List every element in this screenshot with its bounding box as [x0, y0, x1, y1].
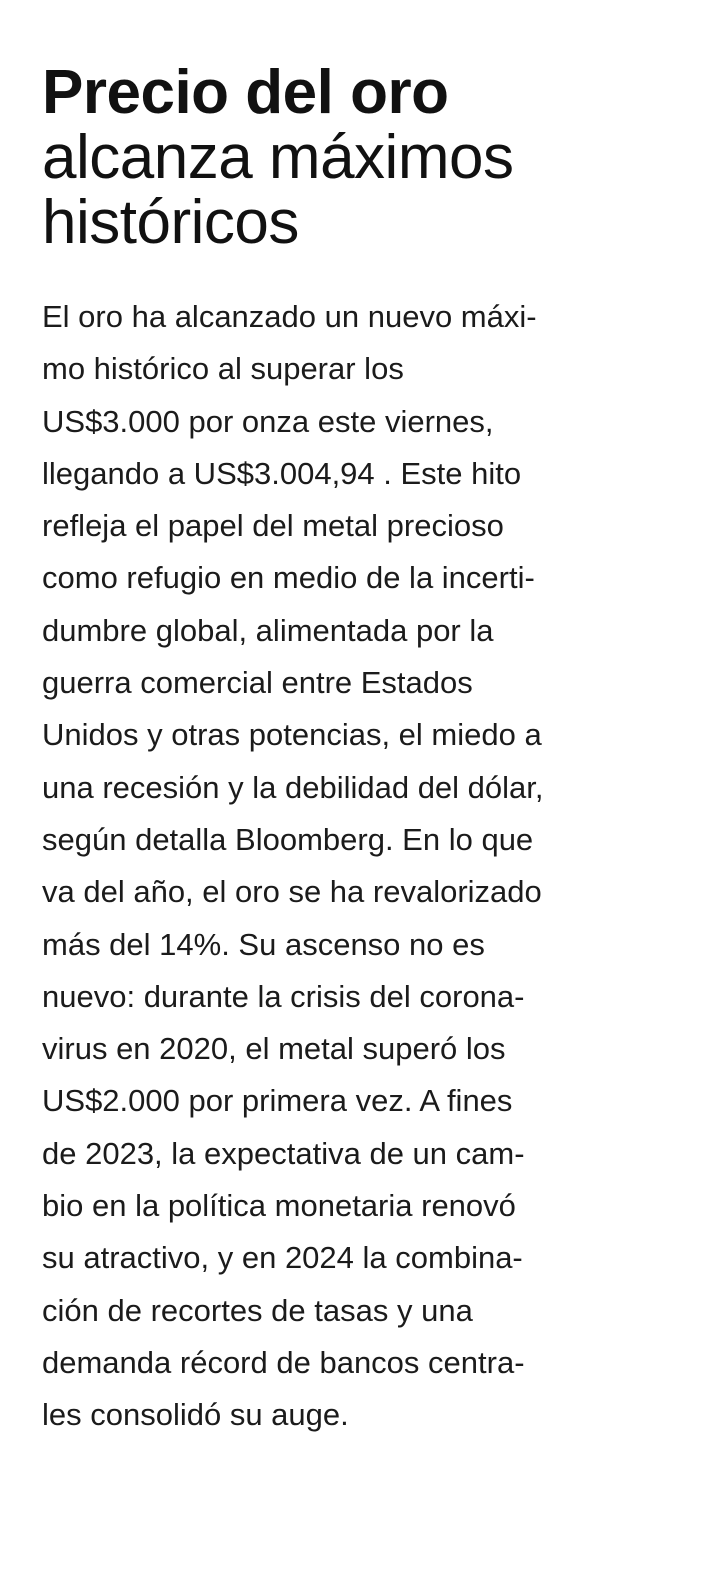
- body-line: más del 14%. Su ascenso no es: [42, 926, 485, 962]
- body-line: su atractivo, y en 2024 la combina-: [42, 1240, 523, 1276]
- headline-line: históricos: [42, 188, 299, 257]
- news-article: [42, 60, 682, 1442]
- body-line: va del año, el oro se ha revalorizado: [42, 874, 542, 910]
- body-line: llegando a US$3.004,94 . Este hito: [42, 455, 522, 491]
- body-line: El oro ha alcanzado un nuevo máxi-: [42, 299, 537, 334]
- body-line: una recesión y la debilidad del dólar,: [42, 769, 544, 805]
- headline-line: alcanza máximos: [42, 123, 514, 192]
- body-line: nuevo: durante la crisis del corona-: [42, 978, 525, 1014]
- body-line: como refugio en medio de la incerti-: [42, 560, 535, 596]
- body-line: Unidos y otras potencias, el miedo a: [42, 717, 542, 753]
- body-line: mo histórico al superar los: [42, 351, 404, 387]
- body-line: virus en 2020, el metal superó los: [42, 1031, 506, 1067]
- body-line: US$2.000 por primera vez. A fines: [42, 1083, 513, 1119]
- article-body: [42, 291, 682, 1442]
- headline-lead: Precio del oro: [42, 58, 449, 127]
- body-line: dumbre global, alimentada por la: [42, 612, 494, 648]
- body-line: demanda récord de bancos centra-: [42, 1344, 525, 1380]
- body-line: ción de recortes de tasas y una: [42, 1292, 473, 1328]
- body-line: guerra comercial entre Estados: [42, 665, 473, 701]
- body-line: según detalla Bloomberg. En lo que: [42, 821, 534, 857]
- article-headline: [42, 60, 682, 255]
- body-line: US$3.000 por onza este viernes,: [42, 403, 494, 439]
- body-line: de 2023, la expectativa de un cam-: [42, 1135, 525, 1171]
- body-line: les consolidó su auge.: [42, 1397, 349, 1433]
- body-line: refleja el papel del metal precioso: [42, 508, 504, 544]
- body-line: bio en la política monetaria renovó: [42, 1188, 516, 1224]
